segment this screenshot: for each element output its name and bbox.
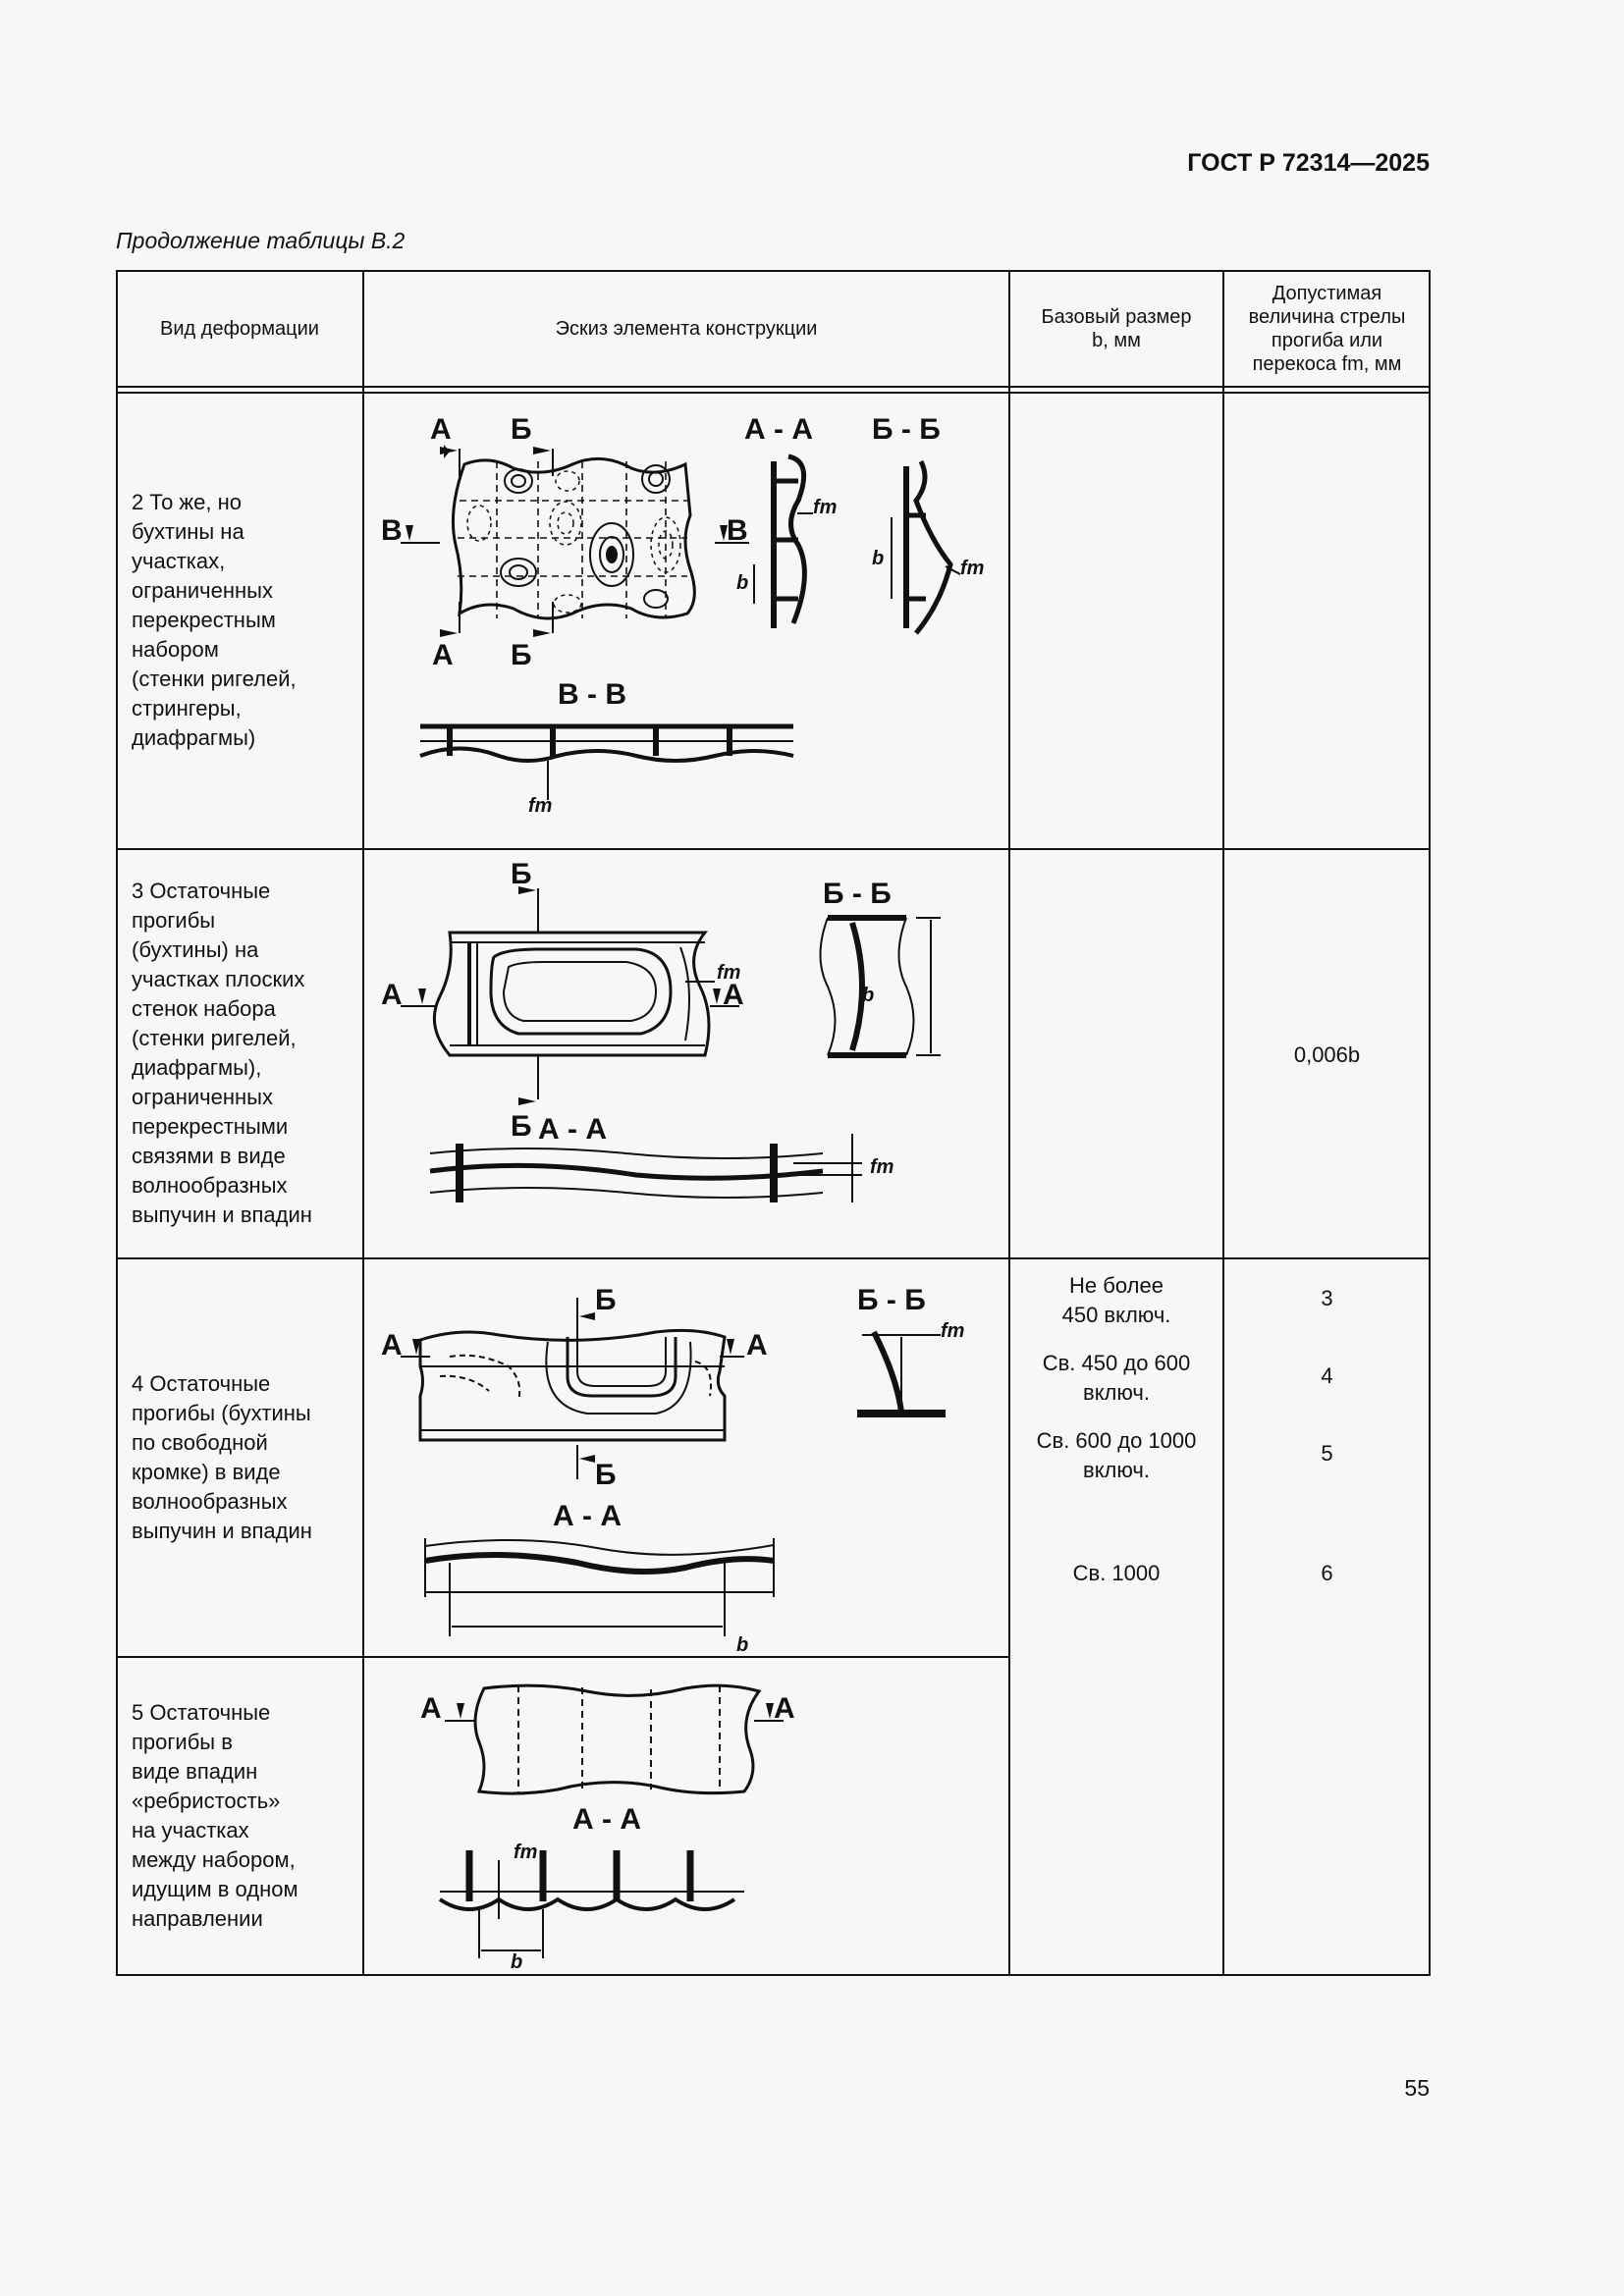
row4-desc-line: волнообразных (132, 1489, 288, 1514)
row4-desc-line: прогибы (бухтины (132, 1401, 311, 1425)
row2-label-a-top: А (430, 413, 452, 446)
row2-b-label-bb: b (872, 548, 885, 569)
header-sketch: Эскиз элемента конструкции (555, 317, 818, 340)
base-size-line: включ. (1083, 1458, 1150, 1482)
row5-b-label: b (511, 1951, 523, 1968)
row2-section-bb: Б - Б (872, 413, 941, 446)
row3-section-bb: Б - Б (823, 878, 892, 910)
row5-description (132, 1698, 298, 1934)
row4-label-a-left: А (381, 1329, 403, 1362)
row2-desc-line: (стенки ригелей, (132, 667, 297, 691)
base-size-line: Не более (1069, 1273, 1164, 1298)
row2-desc-line: стрингеры, (132, 696, 242, 721)
row3-desc-line: ограниченных (132, 1085, 273, 1109)
row3-description (132, 877, 312, 1230)
row2-fm-label-vv: fm (528, 795, 553, 817)
row3-b-label: b (862, 985, 875, 1006)
row3-desc-line: стенок набора (132, 996, 276, 1021)
row2-b-label-aa: b (736, 572, 749, 594)
base-size-line: Св. 600 до 1000 (1036, 1428, 1197, 1453)
row5-desc-line: 5 Остаточные (132, 1700, 271, 1725)
row4-label-a-right: А (746, 1329, 768, 1362)
row5-label-a-right: А (774, 1692, 795, 1725)
row3-desc-line: (стенки ригелей, (132, 1026, 297, 1050)
row5-section-aa: А - А (572, 1803, 641, 1836)
header-base-size (1009, 270, 1223, 387)
row5-sketch (381, 1664, 990, 1968)
row3-sketch (381, 859, 990, 1252)
row5-desc-line: «ребристость» (132, 1789, 281, 1813)
row5-desc-line: прогибы в (132, 1730, 233, 1754)
row3-label-b-bottom: Б (511, 1110, 532, 1143)
row4-desc-line: кромке) в виде (132, 1460, 281, 1484)
header-base-size-line1: Базовый размер (1041, 305, 1192, 328)
row2-fm-label-aa: fm (813, 497, 838, 518)
row4-allowed-1: 3 (1321, 1286, 1333, 1310)
document-header: ГОСТ Р 72314—2025 (1187, 149, 1430, 177)
header-allowed-line1: Допустимая (1272, 282, 1382, 304)
row4-base-size-1 (1009, 1271, 1223, 1330)
row3-desc-line: связями в виде (132, 1144, 286, 1168)
row2-desc-line: перекрестным (132, 608, 276, 632)
row2-desc-line: диафрагмы) (132, 725, 256, 750)
row2-desc-line: участках, (132, 549, 226, 573)
row4-base-size-2 (1009, 1349, 1223, 1408)
row2-description (132, 488, 297, 753)
row4-desc-line: по свободной (132, 1430, 268, 1455)
row2-label-a-bottom: А (432, 639, 454, 671)
row3-desc-line: волнообразных (132, 1173, 288, 1198)
row3-desc-line: выпучин и впадин (132, 1202, 312, 1227)
page-number: 55 (1404, 2075, 1430, 2101)
row5-desc-line: виде впадин (132, 1759, 258, 1784)
row5-desc-line: направлении (132, 1906, 263, 1931)
base-size-line: Св. 450 до 600 (1042, 1351, 1191, 1375)
base-size-line: Св. 1000 (1072, 1561, 1161, 1585)
row3-label-a-left: А (381, 979, 403, 1011)
row4-section-bb: Б - Б (857, 1284, 926, 1316)
row4-allowed-4: 6 (1321, 1561, 1333, 1585)
table-caption: Продолжение таблицы В.2 (116, 228, 406, 253)
row4-label-b-bottom: Б (595, 1459, 617, 1491)
row4-base-size-3 (1009, 1426, 1223, 1485)
row5-label-a-left: А (420, 1692, 442, 1725)
row2-label-b-bottom: Б (511, 639, 532, 671)
row4-desc-line: выпучин и впадин (132, 1519, 312, 1543)
row3-label-a-right: А (723, 979, 744, 1011)
header-allowed-line4: перекоса fm, мм (1252, 352, 1402, 375)
row3-desc-line: участках плоских (132, 967, 305, 991)
row2-label-b-top: Б (511, 413, 532, 446)
row4-b-label: b (736, 1634, 749, 1651)
row5-fm-label: fm (514, 1842, 538, 1863)
row5-desc-line: между набором, (132, 1847, 296, 1872)
row3-desc-line: прогибы (132, 908, 216, 933)
row4-base-size-4 (1009, 1559, 1223, 1588)
row4-fm-label: fm (941, 1320, 965, 1342)
header-base-size-line2: b, мм (1092, 329, 1141, 351)
row2-desc-line: ограниченных (132, 578, 273, 603)
row3-allowed-value: 0,006b (1293, 1042, 1361, 1067)
row2-desc-line: 2 То же, но (132, 490, 242, 514)
row5-desc-line: на участках (132, 1818, 249, 1842)
row3-desc-line: перекрестными (132, 1114, 289, 1139)
base-size-line: включ. (1083, 1380, 1150, 1405)
base-size-line: 450 включ. (1061, 1303, 1171, 1327)
row3-fm-label-aa: fm (870, 1156, 894, 1178)
row4-section-aa: А - А (553, 1500, 622, 1532)
row3-label-b-top: Б (511, 859, 532, 890)
row4-allowed-2: 4 (1321, 1363, 1333, 1388)
row2-section-aa: А - А (744, 413, 813, 446)
row3-desc-line: диафрагмы), (132, 1055, 262, 1080)
header-allowed-line2: величина стрелы (1248, 305, 1406, 328)
row2-label-v-left: В (381, 514, 403, 547)
row3-fm-label-top: fm (717, 962, 741, 984)
header-deformation-type: Вид деформации (160, 317, 319, 340)
row2-fm-label-bb: fm (960, 558, 985, 579)
row5-desc-line: идущим в одном (132, 1877, 298, 1901)
row2-sketch (381, 407, 990, 839)
row4-desc-line: 4 Остаточные (132, 1371, 271, 1396)
row2-label-v-right: В (727, 514, 748, 547)
row4-label-b-top: Б (595, 1284, 617, 1316)
deformation-table (116, 270, 1431, 1976)
header-allowed-deflection (1223, 270, 1431, 387)
header-allowed-line3: прогиба или (1271, 329, 1383, 351)
row3-desc-line: (бухтины) на (132, 937, 259, 962)
row2-desc-line: бухтины на (132, 519, 244, 544)
row4-description (132, 1369, 312, 1546)
row3-section-aa: А - А (538, 1113, 607, 1146)
row2-desc-line: набором (132, 637, 219, 662)
row3-desc-line: 3 Остаточные (132, 879, 271, 903)
row2-section-vv: В - В (558, 678, 626, 711)
row4-sketch (381, 1268, 990, 1651)
row4-allowed-3: 5 (1321, 1441, 1333, 1466)
